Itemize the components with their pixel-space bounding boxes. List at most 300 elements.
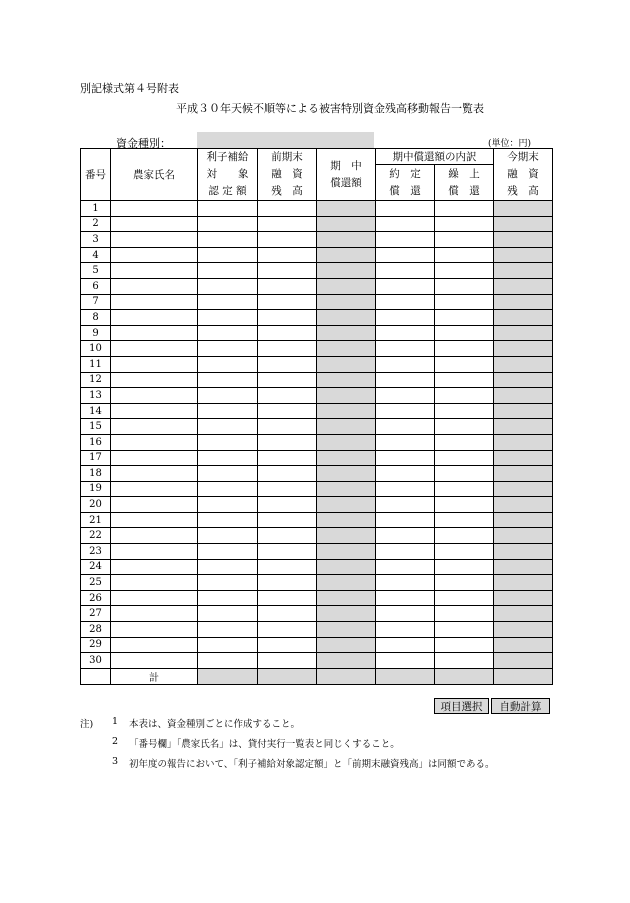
early-repayment-cell[interactable] xyxy=(435,450,494,466)
farmer-name-cell[interactable] xyxy=(111,263,198,279)
table-row xyxy=(81,622,553,638)
farmer-name-cell[interactable] xyxy=(111,622,198,638)
scheduled-repayment-cell[interactable] xyxy=(376,247,435,263)
row-number: 3 xyxy=(81,232,111,248)
table-row xyxy=(81,325,553,341)
midterm-repayment-cell[interactable] xyxy=(317,341,376,357)
early-repayment-cell[interactable] xyxy=(435,434,494,450)
current-balance-cell[interactable] xyxy=(494,512,553,528)
scheduled-repayment-cell[interactable] xyxy=(376,512,435,528)
midterm-repayment-cell[interactable] xyxy=(317,232,376,248)
farmer-name-cell[interactable] xyxy=(111,388,198,404)
midterm-repayment-cell[interactable] xyxy=(317,310,376,326)
header-early-repayment: 繰 上 償 還 xyxy=(435,165,494,201)
prev-balance-cell[interactable] xyxy=(258,481,317,497)
total-early-repayment xyxy=(435,668,494,684)
scheduled-repayment-cell[interactable] xyxy=(376,590,435,606)
midterm-repayment-cell[interactable] xyxy=(317,512,376,528)
early-repayment-cell[interactable] xyxy=(435,575,494,591)
early-repayment-cell[interactable] xyxy=(435,232,494,248)
current-balance-cell[interactable] xyxy=(494,356,553,372)
midterm-repayment-cell[interactable] xyxy=(317,388,376,404)
interest-subsidy-cell[interactable] xyxy=(198,434,258,450)
interest-subsidy-cell[interactable] xyxy=(198,388,258,404)
header-prev-balance: 前期末 融 資 残 高 xyxy=(258,149,317,201)
prev-balance-cell[interactable] xyxy=(258,528,317,544)
table-row xyxy=(81,481,553,497)
current-balance-cell[interactable] xyxy=(494,403,553,419)
farmer-name-cell[interactable] xyxy=(111,590,198,606)
farmer-name-cell[interactable] xyxy=(111,325,198,341)
early-repayment-cell[interactable] xyxy=(435,481,494,497)
interest-subsidy-cell[interactable] xyxy=(198,294,258,310)
midterm-repayment-cell[interactable] xyxy=(317,653,376,669)
row-number: 10 xyxy=(81,341,111,357)
prev-balance-cell[interactable] xyxy=(258,590,317,606)
interest-subsidy-cell[interactable] xyxy=(198,637,258,653)
table-row xyxy=(81,466,553,482)
row-number: 6 xyxy=(81,278,111,294)
scheduled-repayment-cell[interactable] xyxy=(376,216,435,232)
interest-subsidy-cell[interactable] xyxy=(198,247,258,263)
prev-balance-cell[interactable] xyxy=(258,403,317,419)
early-repayment-cell[interactable] xyxy=(435,356,494,372)
table-row xyxy=(81,356,553,372)
table-row xyxy=(81,512,553,528)
row-number: 11 xyxy=(81,356,111,372)
item-select-button[interactable]: 項目選択 xyxy=(434,698,489,714)
early-repayment-cell[interactable] xyxy=(435,325,494,341)
midterm-repayment-cell[interactable] xyxy=(317,434,376,450)
scheduled-repayment-cell[interactable] xyxy=(376,263,435,279)
interest-subsidy-cell[interactable] xyxy=(198,341,258,357)
row-number: 19 xyxy=(81,481,111,497)
early-repayment-cell[interactable] xyxy=(435,310,494,326)
total-midterm-repayment xyxy=(317,668,376,684)
early-repayment-cell[interactable] xyxy=(435,466,494,482)
scheduled-repayment-cell[interactable] xyxy=(376,528,435,544)
interest-subsidy-cell[interactable] xyxy=(198,403,258,419)
scheduled-repayment-cell[interactable] xyxy=(376,450,435,466)
row-number: 21 xyxy=(81,512,111,528)
farmer-name-cell[interactable] xyxy=(111,497,198,513)
table-row xyxy=(81,294,553,310)
scheduled-repayment-cell[interactable] xyxy=(376,466,435,482)
table-row xyxy=(81,637,553,653)
midterm-repayment-cell[interactable] xyxy=(317,544,376,560)
farmer-name-cell[interactable] xyxy=(111,606,198,622)
row-number: 17 xyxy=(81,450,111,466)
farmer-name-cell[interactable] xyxy=(111,232,198,248)
early-repayment-cell[interactable] xyxy=(435,544,494,560)
interest-subsidy-cell[interactable] xyxy=(198,653,258,669)
prev-balance-cell[interactable] xyxy=(258,419,317,435)
total-prev-balance xyxy=(258,668,317,684)
scheduled-repayment-cell[interactable] xyxy=(376,403,435,419)
table-row xyxy=(81,278,553,294)
row-number: 26 xyxy=(81,590,111,606)
scheduled-repayment-cell[interactable] xyxy=(376,653,435,669)
current-balance-cell[interactable] xyxy=(494,544,553,560)
interest-subsidy-cell[interactable] xyxy=(198,528,258,544)
midterm-repayment-cell[interactable] xyxy=(317,606,376,622)
scheduled-repayment-cell[interactable] xyxy=(376,372,435,388)
total-label: 計 xyxy=(111,668,198,684)
table-row xyxy=(81,419,553,435)
row-number: 2 xyxy=(81,216,111,232)
interest-subsidy-cell[interactable] xyxy=(198,622,258,638)
prev-balance-cell[interactable] xyxy=(258,637,317,653)
farmer-name-cell[interactable] xyxy=(111,466,198,482)
prev-balance-cell[interactable] xyxy=(258,622,317,638)
scheduled-repayment-cell[interactable] xyxy=(376,325,435,341)
scheduled-repayment-cell[interactable] xyxy=(376,388,435,404)
farmer-name-cell[interactable] xyxy=(111,341,198,357)
prev-balance-cell[interactable] xyxy=(258,466,317,482)
farmer-name-cell[interactable] xyxy=(111,278,198,294)
table-row xyxy=(81,590,553,606)
farmer-name-cell[interactable] xyxy=(111,528,198,544)
interest-subsidy-cell[interactable] xyxy=(198,606,258,622)
interest-subsidy-cell[interactable] xyxy=(198,310,258,326)
current-balance-cell[interactable] xyxy=(494,278,553,294)
row-number: 28 xyxy=(81,622,111,638)
row-number: 14 xyxy=(81,403,111,419)
current-balance-cell[interactable] xyxy=(494,263,553,279)
table-row xyxy=(81,341,553,357)
scheduled-repayment-cell[interactable] xyxy=(376,559,435,575)
table-row xyxy=(81,528,553,544)
row-number: 24 xyxy=(81,559,111,575)
table-row xyxy=(81,653,553,669)
prev-balance-cell[interactable] xyxy=(258,294,317,310)
current-balance-cell[interactable] xyxy=(494,497,553,513)
early-repayment-cell[interactable] xyxy=(435,201,494,217)
farmer-name-cell[interactable] xyxy=(111,247,198,263)
table-row xyxy=(81,434,553,450)
prev-balance-cell[interactable] xyxy=(258,653,317,669)
early-repayment-cell[interactable] xyxy=(435,216,494,232)
prev-balance-cell[interactable] xyxy=(258,559,317,575)
total-interest-subsidy xyxy=(198,668,258,684)
interest-subsidy-cell[interactable] xyxy=(198,481,258,497)
current-balance-cell[interactable] xyxy=(494,590,553,606)
midterm-repayment-cell[interactable] xyxy=(317,528,376,544)
early-repayment-cell[interactable] xyxy=(435,372,494,388)
prev-balance-cell[interactable] xyxy=(258,216,317,232)
row-number: 13 xyxy=(81,388,111,404)
scheduled-repayment-cell[interactable] xyxy=(376,481,435,497)
interest-subsidy-cell[interactable] xyxy=(198,216,258,232)
farmer-name-cell[interactable] xyxy=(111,356,198,372)
midterm-repayment-cell[interactable] xyxy=(317,575,376,591)
interest-subsidy-cell[interactable] xyxy=(198,559,258,575)
early-repayment-cell[interactable] xyxy=(435,278,494,294)
early-repayment-cell[interactable] xyxy=(435,653,494,669)
early-repayment-cell[interactable] xyxy=(435,512,494,528)
midterm-repayment-cell[interactable] xyxy=(317,637,376,653)
scheduled-repayment-cell[interactable] xyxy=(376,606,435,622)
current-balance-cell[interactable] xyxy=(494,466,553,482)
interest-subsidy-cell[interactable] xyxy=(198,450,258,466)
scheduled-repayment-cell[interactable] xyxy=(376,637,435,653)
midterm-repayment-cell[interactable] xyxy=(317,263,376,279)
prev-balance-cell[interactable] xyxy=(258,512,317,528)
scheduled-repayment-cell[interactable] xyxy=(376,232,435,248)
prev-balance-cell[interactable] xyxy=(258,372,317,388)
current-balance-cell[interactable] xyxy=(494,622,553,638)
scheduled-repayment-cell[interactable] xyxy=(376,278,435,294)
current-balance-cell[interactable] xyxy=(494,419,553,435)
current-balance-cell[interactable] xyxy=(494,481,553,497)
table-row xyxy=(81,544,553,560)
midterm-repayment-cell[interactable] xyxy=(317,247,376,263)
total-current-balance xyxy=(494,668,553,684)
interest-subsidy-cell[interactable] xyxy=(198,466,258,482)
document-title: 平成３０年天候不順等による被害特別資金残高移動報告一覧表 xyxy=(176,102,484,115)
row-number: 18 xyxy=(81,466,111,482)
interest-subsidy-cell[interactable] xyxy=(198,497,258,513)
interest-subsidy-cell[interactable] xyxy=(198,372,258,388)
farmer-name-cell[interactable] xyxy=(111,653,198,669)
early-repayment-cell[interactable] xyxy=(435,559,494,575)
interest-subsidy-cell[interactable] xyxy=(198,263,258,279)
row-number: 8 xyxy=(81,310,111,326)
scheduled-repayment-cell[interactable] xyxy=(376,544,435,560)
prev-balance-cell[interactable] xyxy=(258,232,317,248)
scheduled-repayment-cell[interactable] xyxy=(376,341,435,357)
scheduled-repayment-cell[interactable] xyxy=(376,294,435,310)
row-number: 7 xyxy=(81,294,111,310)
midterm-repayment-cell[interactable] xyxy=(317,497,376,513)
midterm-repayment-cell[interactable] xyxy=(317,294,376,310)
header-midterm-repayment: 期 中 償還額 xyxy=(317,149,376,201)
total-scheduled-repayment xyxy=(376,668,435,684)
prev-balance-cell[interactable] xyxy=(258,201,317,217)
row-number: 4 xyxy=(81,247,111,263)
farmer-name-cell[interactable] xyxy=(111,201,198,217)
midterm-repayment-cell[interactable] xyxy=(317,481,376,497)
interest-subsidy-cell[interactable] xyxy=(198,201,258,217)
midterm-repayment-cell[interactable] xyxy=(317,419,376,435)
midterm-repayment-cell[interactable] xyxy=(317,590,376,606)
farmer-name-cell[interactable] xyxy=(111,434,198,450)
table-row xyxy=(81,216,553,232)
fund-type-label: 資金種別： xyxy=(116,137,171,150)
midterm-repayment-cell[interactable] xyxy=(317,325,376,341)
row-number: 9 xyxy=(81,325,111,341)
note-text: 「番号欄」「農家氏名」は、貸付実行一覧表と同じくすること。 xyxy=(129,739,400,750)
prev-balance-cell[interactable] xyxy=(258,606,317,622)
prev-balance-cell[interactable] xyxy=(258,310,317,326)
note-number: 1 xyxy=(112,716,119,727)
early-repayment-cell[interactable] xyxy=(435,637,494,653)
early-repayment-cell[interactable] xyxy=(435,341,494,357)
prev-balance-cell[interactable] xyxy=(258,263,317,279)
row-number: 25 xyxy=(81,575,111,591)
note-number: 3 xyxy=(112,756,119,767)
row-number: 23 xyxy=(81,544,111,560)
current-balance-cell[interactable] xyxy=(494,559,553,575)
prev-balance-cell[interactable] xyxy=(258,247,317,263)
farmer-name-cell[interactable] xyxy=(111,544,198,560)
form-id: 別記様式第４号附表 xyxy=(80,82,179,95)
interest-subsidy-cell[interactable] xyxy=(198,590,258,606)
farmer-name-cell[interactable] xyxy=(111,403,198,419)
early-repayment-cell[interactable] xyxy=(435,419,494,435)
midterm-repayment-cell[interactable] xyxy=(317,450,376,466)
row-number: 20 xyxy=(81,497,111,513)
table-row xyxy=(81,232,553,248)
prev-balance-cell[interactable] xyxy=(258,341,317,357)
notes-heading: 注) xyxy=(80,719,94,730)
table-row xyxy=(81,263,553,279)
interest-subsidy-cell[interactable] xyxy=(198,325,258,341)
current-balance-cell[interactable] xyxy=(494,341,553,357)
fund-type-input[interactable] xyxy=(197,132,374,148)
midterm-repayment-cell[interactable] xyxy=(317,559,376,575)
table-row xyxy=(81,606,553,622)
farmer-name-cell[interactable] xyxy=(111,372,198,388)
interest-subsidy-cell[interactable] xyxy=(198,419,258,435)
early-repayment-cell[interactable] xyxy=(435,247,494,263)
interest-subsidy-cell[interactable] xyxy=(198,232,258,248)
table-row xyxy=(81,403,553,419)
scheduled-repayment-cell[interactable] xyxy=(376,419,435,435)
prev-balance-cell[interactable] xyxy=(258,544,317,560)
current-balance-cell[interactable] xyxy=(494,294,553,310)
midterm-repayment-cell[interactable] xyxy=(317,372,376,388)
prev-balance-cell[interactable] xyxy=(258,325,317,341)
auto-calc-button[interactable]: 自動計算 xyxy=(491,698,550,714)
early-repayment-cell[interactable] xyxy=(435,294,494,310)
scheduled-repayment-cell[interactable] xyxy=(376,434,435,450)
table-row xyxy=(81,201,553,217)
midterm-repayment-cell[interactable] xyxy=(317,466,376,482)
note-text: 初年度の報告において、「利子補給対象認定額」と「前期末融資残高」は同額である。 xyxy=(129,759,495,770)
current-balance-cell[interactable] xyxy=(494,606,553,622)
prev-balance-cell[interactable] xyxy=(258,450,317,466)
prev-balance-cell[interactable] xyxy=(258,434,317,450)
row-number: 12 xyxy=(81,372,111,388)
row-number: 30 xyxy=(81,653,111,669)
row-number: 29 xyxy=(81,637,111,653)
unit-label: (単位：円) xyxy=(488,139,532,149)
midterm-repayment-cell[interactable] xyxy=(317,622,376,638)
current-balance-cell[interactable] xyxy=(494,372,553,388)
row-number: 1 xyxy=(81,201,111,217)
header-current-balance: 今期末 融 資 残 高 xyxy=(494,149,553,201)
prev-balance-cell[interactable] xyxy=(258,575,317,591)
note-text: 本表は、資金種別ごとに作成すること。 xyxy=(129,719,301,730)
current-balance-cell[interactable] xyxy=(494,653,553,669)
farmer-name-cell[interactable] xyxy=(111,310,198,326)
note-number: 2 xyxy=(112,736,119,747)
interest-subsidy-cell[interactable] xyxy=(198,356,258,372)
scheduled-repayment-cell[interactable] xyxy=(376,575,435,591)
row-number: 15 xyxy=(81,419,111,435)
total-row-number xyxy=(81,668,111,684)
midterm-repayment-cell[interactable] xyxy=(317,356,376,372)
row-number: 22 xyxy=(81,528,111,544)
table-row xyxy=(81,497,553,513)
scheduled-repayment-cell[interactable] xyxy=(376,310,435,326)
current-balance-cell[interactable] xyxy=(494,388,553,404)
header-scheduled-repayment: 約 定 償 還 xyxy=(376,165,435,201)
early-repayment-cell[interactable] xyxy=(435,528,494,544)
scheduled-repayment-cell[interactable] xyxy=(376,622,435,638)
farmer-name-cell[interactable] xyxy=(111,294,198,310)
table-row xyxy=(81,372,553,388)
farmer-name-cell[interactable] xyxy=(111,637,198,653)
table-row xyxy=(81,247,553,263)
farmer-name-cell[interactable] xyxy=(111,575,198,591)
table-row xyxy=(81,388,553,404)
current-balance-cell[interactable] xyxy=(494,434,553,450)
interest-subsidy-cell[interactable] xyxy=(198,278,258,294)
table-row xyxy=(81,450,553,466)
current-balance-cell[interactable] xyxy=(494,637,553,653)
early-repayment-cell[interactable] xyxy=(435,590,494,606)
current-balance-cell[interactable] xyxy=(494,575,553,591)
scheduled-repayment-cell[interactable] xyxy=(376,497,435,513)
current-balance-cell[interactable] xyxy=(494,450,553,466)
midterm-repayment-cell[interactable] xyxy=(317,201,376,217)
early-repayment-cell[interactable] xyxy=(435,606,494,622)
midterm-repayment-cell[interactable] xyxy=(317,216,376,232)
current-balance-cell[interactable] xyxy=(494,325,553,341)
early-repayment-cell[interactable] xyxy=(435,388,494,404)
midterm-repayment-cell[interactable] xyxy=(317,278,376,294)
farmer-name-cell[interactable] xyxy=(111,559,198,575)
farmer-name-cell[interactable] xyxy=(111,216,198,232)
prev-balance-cell[interactable] xyxy=(258,278,317,294)
current-balance-cell[interactable] xyxy=(494,528,553,544)
farmer-name-cell[interactable] xyxy=(111,419,198,435)
header-farmer-name: 農家氏名 xyxy=(111,149,198,201)
total-row xyxy=(81,668,553,684)
header-interest-subsidy: 利子補給 対 象 認 定 額 xyxy=(198,149,258,201)
prev-balance-cell[interactable] xyxy=(258,388,317,404)
table-row xyxy=(81,575,553,591)
farmer-name-cell[interactable] xyxy=(111,481,198,497)
current-balance-cell[interactable] xyxy=(494,201,553,217)
early-repayment-cell[interactable] xyxy=(435,622,494,638)
table-row xyxy=(81,559,553,575)
current-balance-cell[interactable] xyxy=(494,310,553,326)
current-balance-cell[interactable] xyxy=(494,247,553,263)
prev-balance-cell[interactable] xyxy=(258,497,317,513)
scheduled-repayment-cell[interactable] xyxy=(376,201,435,217)
prev-balance-cell[interactable] xyxy=(258,356,317,372)
farmer-name-cell[interactable] xyxy=(111,512,198,528)
current-balance-cell[interactable] xyxy=(494,216,553,232)
report-table xyxy=(80,148,553,685)
interest-subsidy-cell[interactable] xyxy=(198,512,258,528)
interest-subsidy-cell[interactable] xyxy=(198,575,258,591)
farmer-name-cell[interactable] xyxy=(111,450,198,466)
scheduled-repayment-cell[interactable] xyxy=(376,356,435,372)
early-repayment-cell[interactable] xyxy=(435,263,494,279)
row-number: 5 xyxy=(81,263,111,279)
interest-subsidy-cell[interactable] xyxy=(198,544,258,560)
early-repayment-cell[interactable] xyxy=(435,403,494,419)
midterm-repayment-cell[interactable] xyxy=(317,403,376,419)
current-balance-cell[interactable] xyxy=(494,232,553,248)
header-repayment-breakdown: 期中償還額の内訳 xyxy=(376,149,494,165)
early-repayment-cell[interactable] xyxy=(435,497,494,513)
row-number: 27 xyxy=(81,606,111,622)
